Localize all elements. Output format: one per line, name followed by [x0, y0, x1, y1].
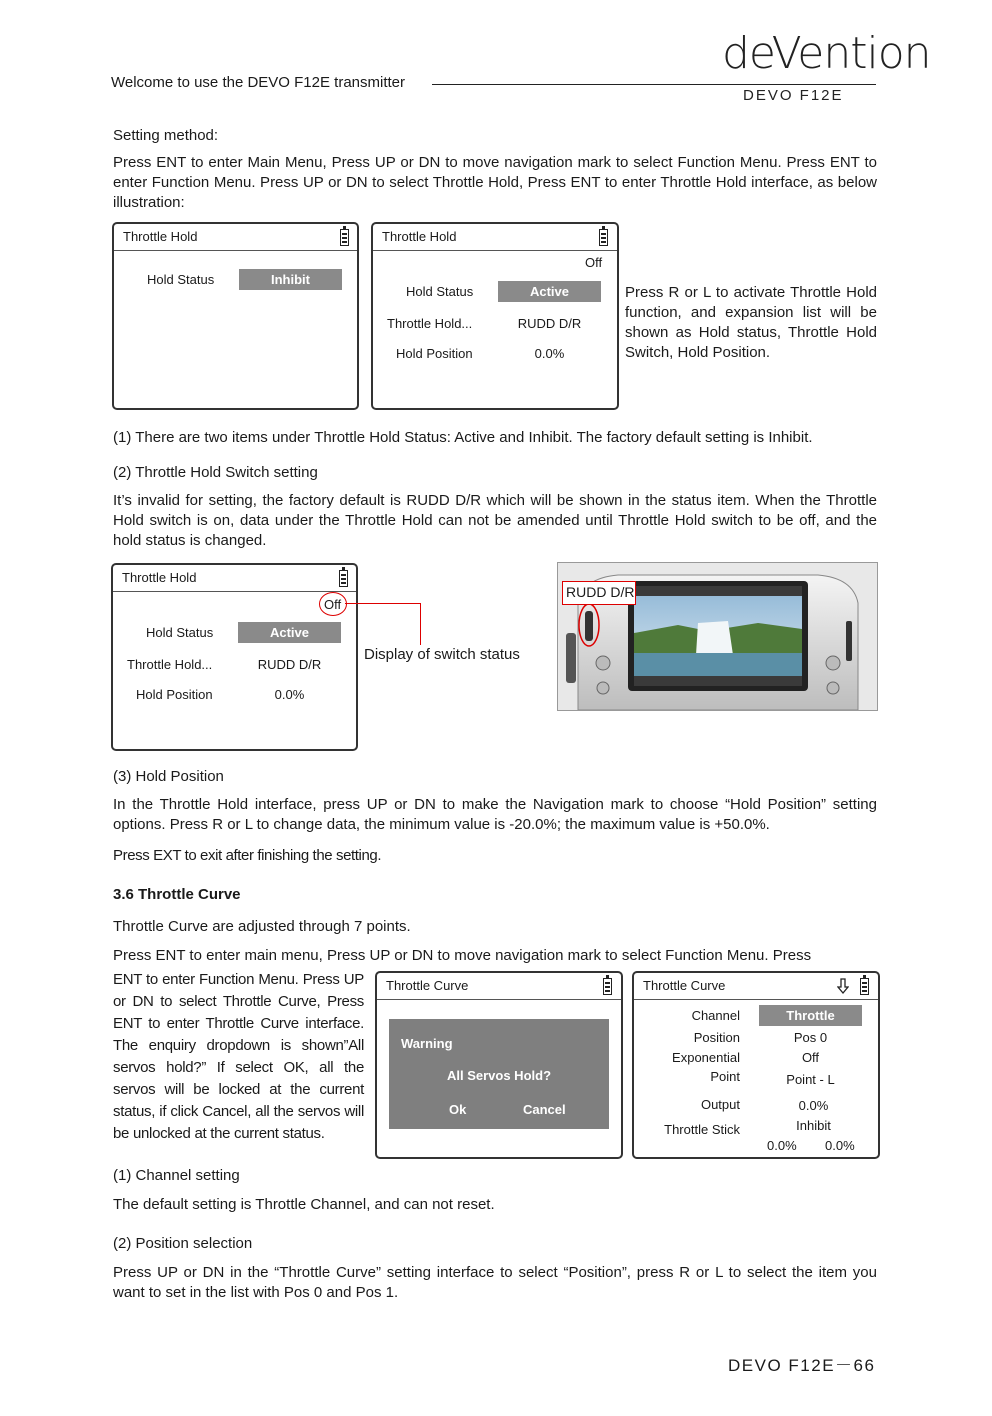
throttle-stick-label: Throttle Stick	[664, 1122, 740, 1137]
item3-heading: (3) Hold Position	[113, 768, 224, 785]
lcd-title: Throttle Hold	[123, 229, 198, 244]
hold-status-value[interactable]: Inhibit	[239, 269, 342, 290]
item1-text: (1) There are two items under Throttle Hold Status: Active and Inhibit. The factory default setting is Inhibit.	[113, 429, 813, 446]
position-heading: (2) Position selection	[113, 1235, 253, 1252]
item2-heading: (2) Throttle Hold Switch setting	[113, 464, 318, 481]
hold-status-value[interactable]: Active	[238, 622, 341, 643]
arrow-down-icon	[837, 978, 849, 995]
switch-state: Off	[324, 597, 342, 612]
rudd-dr-label: RUDD D/R	[566, 584, 635, 600]
throttle-stick-value[interactable]: Inhibit	[796, 1118, 831, 1133]
item3-text: In the Throttle Hold interface, press UP or DN to make the Navigation mark to choose “Hold Position” setting options. Press R or L to change data, the minimum value is -20.0%; the maximum value is +50.0%.	[113, 796, 877, 833]
header-rule	[432, 84, 876, 85]
section-heading: 3.6 Throttle Curve	[113, 886, 241, 903]
curve-text-rest: ENT to enter Function Menu. Press UP or DN to select Throttle Curve, Press ENT to enter Throttle Curve interface. The enquiry dropdown is shown”All servos hold?” If select OK, all the servos will be locked at the current status, if click Cancel, all the servos will be unlocked at the current status.	[113, 971, 364, 1142]
brand-model: DEVO F12E	[743, 87, 844, 104]
lcd-title: Throttle Hold	[382, 229, 457, 244]
hold-position-value[interactable]: 0.0%	[534, 346, 565, 361]
output-value[interactable]: 0.0%	[798, 1098, 829, 1113]
exponential-label: Exponential	[672, 1050, 740, 1065]
channel-heading: (1) Channel setting	[113, 1167, 240, 1184]
hold-status-value[interactable]: Active	[498, 281, 601, 302]
warning-question: All Servos Hold?	[446, 1068, 552, 1083]
lcd-title: Throttle Hold	[122, 570, 197, 585]
lcd-throttle-curve	[632, 971, 880, 1159]
exponential-value[interactable]: Off	[801, 1050, 820, 1065]
setting-method-text: Press ENT to enter Main Menu, Press UP or DN to move navigation mark to select Function Menu. Press ENT to enter Function Menu. Press UP or DN to select Throttle Hold, Press ENT to enter Throttle Hold interface, as below illustration:	[113, 154, 877, 211]
lcd-throttle-hold-active	[371, 222, 619, 410]
setting-method-heading: Setting method:	[113, 127, 219, 144]
switch-status-callout: Display of switch status	[364, 646, 520, 663]
throttle-hold-switch-value[interactable]: RUDD D/R	[257, 657, 322, 672]
activate-note: Press R or L to activate Throttle Hold function, and expansion list will be shown as Hold status, Throttle Hold Switch, Hold Position.	[625, 284, 877, 361]
throttle-stick-right: 0.0%	[825, 1138, 855, 1153]
item2-text: It’s invalid for setting, the factory default is RUDD D/R which will be shown in the status item. When the Throttle Hold switch is on, data under the Throttle Hold can not be amended until Throttle Hold switch to be off, and the hold status is changed.	[113, 492, 877, 549]
hold-status-label: Hold Status	[406, 284, 474, 299]
brand-logo: deVention	[722, 28, 931, 79]
battery-icon	[339, 570, 348, 587]
output-label: Output	[700, 1097, 740, 1112]
point-value[interactable]: Point - L	[786, 1072, 835, 1087]
hold-status-label: Hold Status	[146, 625, 214, 640]
lcd-throttle-hold-inhibit	[112, 222, 359, 410]
ok-button[interactable]: Ok	[449, 1102, 467, 1117]
hold-status-label: Hold Status	[147, 272, 215, 287]
hold-position-label: Hold Position	[136, 687, 213, 702]
throttle-hold-switch-label: Throttle Hold...	[127, 657, 213, 672]
lcd-title: Throttle Curve	[643, 978, 726, 993]
switch-state: Off	[585, 255, 603, 270]
battery-icon	[340, 229, 349, 246]
curve-intro: Throttle Curve are adjusted through 7 points.	[113, 918, 411, 935]
hold-position-label: Hold Position	[396, 346, 473, 361]
point-label: Point	[710, 1069, 740, 1084]
throttle-stick-left: 0.0%	[767, 1138, 797, 1153]
lcd-title: Throttle Curve	[386, 978, 469, 993]
lcd-throttle-hold-switch	[111, 563, 358, 751]
curve-text-line1: Press ENT to enter main menu, Press UP or DN to move navigation mark to select Function Menu. Press	[113, 947, 812, 964]
battery-icon	[860, 978, 869, 995]
hold-position-value[interactable]: 0.0%	[274, 687, 305, 702]
position-value[interactable]: Pos 0	[793, 1030, 828, 1045]
channel-text: The default setting is Throttle Channel, and can not reset.	[113, 1196, 495, 1213]
battery-icon	[599, 229, 608, 246]
cancel-button[interactable]: Cancel	[523, 1102, 566, 1117]
switch-state-highlight-circle	[319, 592, 347, 616]
callout-line-h	[345, 603, 420, 604]
warning-dialog	[389, 1019, 609, 1129]
warning-title: Warning	[401, 1036, 453, 1051]
page-footer: DEVO F12E－66	[728, 1356, 876, 1375]
transmitter-photo	[557, 562, 878, 711]
channel-value[interactable]: Throttle	[759, 1005, 862, 1026]
channel-label: Channel	[691, 1008, 740, 1023]
item3-exit: Press EXT to exit after finishing the setting.	[113, 847, 382, 864]
position-label: Position	[693, 1030, 740, 1045]
header-title: Welcome to use the DEVO F12E transmitter	[111, 74, 406, 91]
lcd-throttle-curve-warning	[375, 971, 623, 1159]
position-text: Press UP or DN in the “Throttle Curve” setting interface to select “Position”, press R or L to select the item you want to set in the list with Pos 0 and Pos 1.	[113, 1264, 877, 1301]
throttle-hold-switch-value[interactable]: RUDD D/R	[517, 316, 582, 331]
throttle-hold-switch-label: Throttle Hold...	[387, 316, 473, 331]
callout-line-v	[420, 603, 421, 645]
battery-icon	[603, 978, 612, 995]
